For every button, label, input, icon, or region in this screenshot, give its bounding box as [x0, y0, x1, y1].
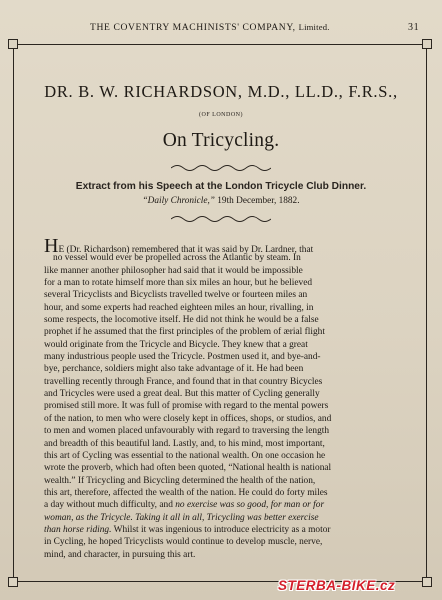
sterba-bike-watermark: STERBA-BIKE.cz [278, 578, 396, 593]
body-line: HE (Dr. Richardson) remembered that it was said by Dr. Lardner, that [44, 235, 314, 257]
body-line-mixed: woman, as the Tricycle. Taking it all in all, Tricycling was better exercise [44, 512, 319, 523]
body-line: promised still more. It was full of promise with regard to the mental powers [44, 401, 329, 412]
body-line: would originate from the Tricycle and Bicycle. They knew that a great [44, 339, 308, 350]
body-line: and breadth of this beautiful land. Lastly, and, to his mind, most important, [44, 438, 325, 449]
body-line: some respects, the locomotive itself. He did not think he would be a false [44, 315, 319, 326]
source-publication: “Daily Chronicle,” [142, 196, 215, 206]
body-line: hour, and some experts had reached eighteen miles an hour, rivalling, in [44, 302, 314, 313]
body-line: bye, perchance, soldiers might also take advantage of it. He had been [44, 364, 304, 375]
company-name: THE COVENTRY MACHINISTS' COMPANY, [90, 22, 296, 33]
running-head-title [90, 22, 330, 33]
body-line: to men and women placed unfavourably with regard to traversing the length [44, 426, 330, 437]
body-line: mind, and character, in pursuing this art. [44, 549, 196, 560]
frame-corner-ornament [8, 577, 18, 587]
article-title: On Tricycling. [162, 130, 280, 151]
body-line: this art of Cycling was essential to the national wealth. On one occasion he [44, 450, 326, 461]
body-line-mixed: a day without much difficulty, and no exercise was so good, for man or for [44, 500, 325, 511]
frame-corner-ornament [8, 39, 18, 49]
body-line: many industrious people used the Tricycle. Postmen used it, and bye-and- [44, 352, 321, 363]
body-line: of the nation, to men who were closely kept in offices, shops, or studios, and [44, 413, 332, 424]
body-line: this art, therefore, affected the wealth of the nation. He could do forty miles [44, 487, 328, 498]
body-line: for a man to rotate himself more than six miles an hour, but he believed [44, 278, 313, 289]
company-limited: Limited. [298, 22, 330, 32]
body-line: and Tricycles were used a great deal. But this matter of Cycling generally [44, 389, 320, 400]
wavy-rule-divider [171, 163, 271, 173]
body-line: no vessel would ever be propelled across the Atlantic by steam. In [53, 253, 301, 264]
body-line: travelling recently through France, and found that in that country Bicycles [44, 376, 323, 387]
drop-cap: H [44, 235, 59, 257]
body-line: several Tricyclists and Bicyclists travelled twelve or fourteen miles an [44, 290, 308, 301]
source-date: 19th December, 1882. [217, 196, 300, 206]
body-line: wealth.” If Tricycling and Bicycling determined the health of the nation, [44, 475, 316, 486]
author-heading: DR. B. W. RICHARDSON, M.D., LL.D., F.R.S., [44, 82, 398, 101]
extract-heading: Extract from his Speech at the London Tricycle Club Dinner. [75, 181, 367, 192]
body-line-mixed: than horse riding. Whilst it was ingenious to introduce electricity as a motor [44, 524, 331, 535]
body-line: wrote the proverb, which had often been quoted, “National health is national [44, 463, 332, 474]
wavy-rule-divider [171, 214, 271, 224]
body-line: in Cycling, he hoped Tricyclists would continue to develop muscle, nerve, [44, 537, 323, 548]
page-number: 31 [408, 22, 420, 33]
body-line: prophet if he assumed that the first principles of the problem of ærial flight [44, 327, 325, 338]
source-citation [0, 196, 442, 206]
body-line: like manner another philosopher had said that it would be impossible [44, 265, 303, 276]
of-london-byline: (OF LONDON) [199, 112, 243, 118]
running-head [0, 22, 442, 36]
speech-body [44, 235, 388, 561]
frame-corner-ornament [422, 39, 432, 49]
